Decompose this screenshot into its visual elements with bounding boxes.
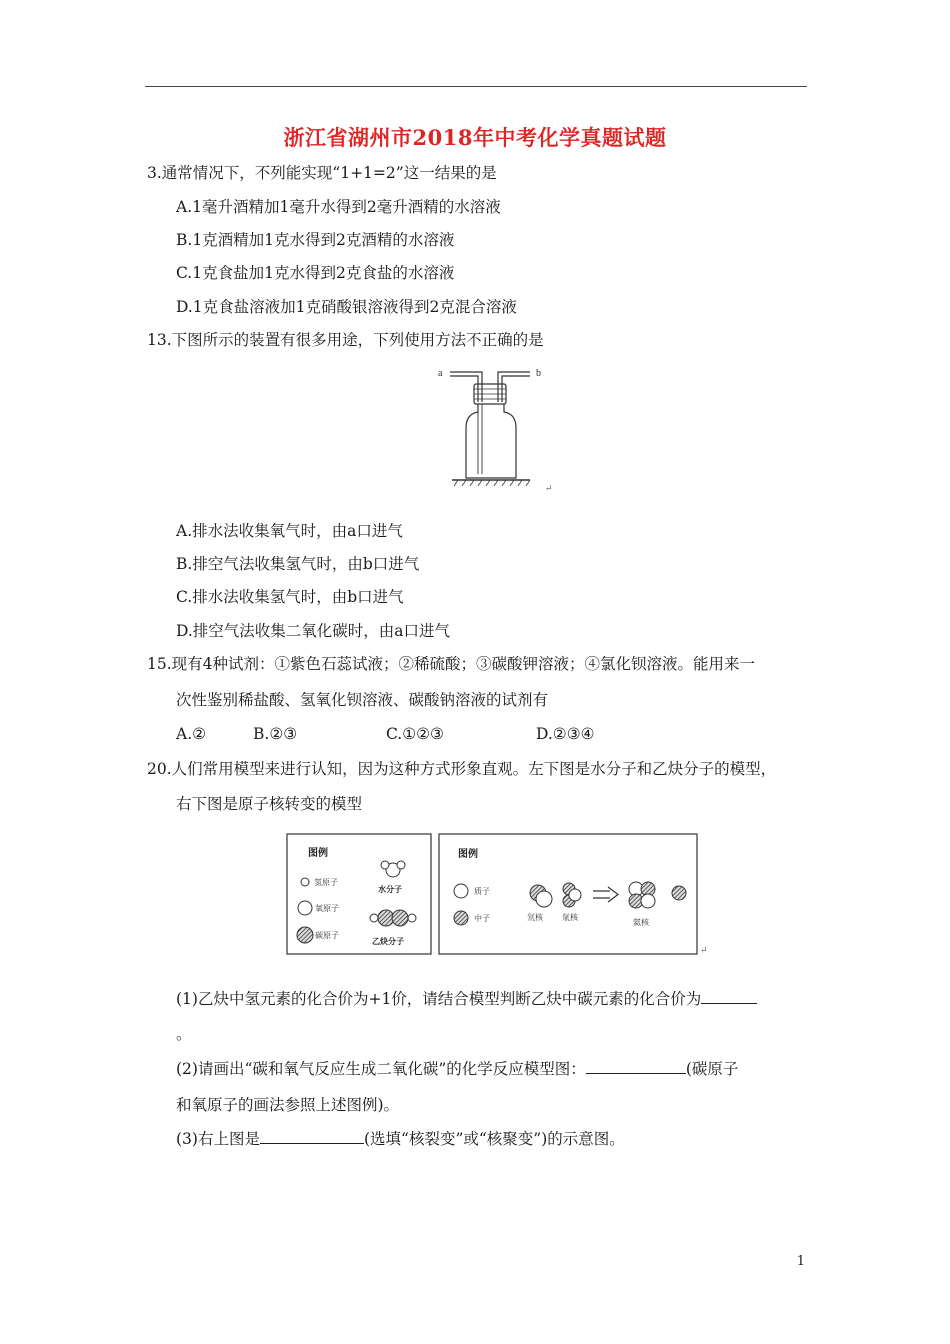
q15-option-a: A.②	[176, 725, 207, 743]
carbon-label: 碳原子	[315, 931, 339, 940]
neutron-label: 中子	[474, 914, 490, 923]
q3-stem: 3.通常情况下，不列能实现“1+1=2”这一结果的是	[147, 164, 497, 182]
q20-sub2-line2: 和氧原子的画法参照上述图例)。	[176, 1096, 400, 1114]
deuterium-label: 氘核	[527, 913, 543, 922]
q20-stem-line1: 20.人们常用模型来进行认知，因为这种方式形象直观。左下图是水分子和乙炔分子的模型，	[147, 760, 777, 778]
left-legend-title: 图例	[308, 848, 328, 859]
q3-option-c: C.1克食盐加1克水得到2克食盐的水溶液	[176, 264, 455, 282]
hydrogen-label: 氢原子	[314, 878, 338, 887]
label-a: a	[438, 368, 443, 379]
q15-option-d: D.②③④	[536, 725, 595, 743]
proton-label: 质子	[474, 887, 490, 896]
q13-option-b: B.排空气法收集氢气时，由b口进气	[176, 555, 420, 573]
paragraph-mark: ↵	[545, 484, 553, 494]
acetylene-label: 乙炔分子	[372, 937, 404, 946]
proton-icon	[454, 884, 468, 898]
q13-option-a: A.排水法收集氧气时，由a口进气	[176, 522, 403, 540]
q20-sub2-line1	[176, 1059, 738, 1079]
q3-option-d: D.1克食盐溶液加1克硝酸银溶液得到2克混合溶液	[176, 298, 517, 316]
right-legend-title: 图例	[458, 849, 478, 860]
q20-sub1-line2: 。	[176, 1025, 192, 1043]
answer-blank-1[interactable]	[701, 989, 757, 1004]
q20-sub3-text-b: (选填“核裂变”或“核聚变”)的示意图。	[363, 1130, 625, 1148]
q15-option-c: C.①②③	[386, 725, 444, 743]
q3-option-a: A.1毫升酒精加1毫升水得到2毫升酒精的水溶液	[176, 198, 501, 216]
q13-stem: 13.下图所示的装置有很多用途，下列使用方法不正确的是	[147, 331, 544, 349]
neutron-icon	[454, 911, 468, 925]
top-rule	[145, 86, 807, 87]
molecule-model-figure	[286, 833, 432, 955]
answer-blank-2[interactable]	[586, 1059, 686, 1074]
label-b: b	[536, 368, 541, 379]
page-number: 1	[796, 1254, 805, 1269]
water-label: 水分子	[378, 885, 402, 894]
nuclear-model-figure	[438, 833, 698, 955]
q20-stem-line2: 右下图是原子核转变的模型	[176, 795, 363, 813]
q20-sub3-text-a: (3)右上图是	[176, 1130, 260, 1148]
gas-bottle-figure	[430, 362, 560, 494]
q15-stem-line2: 次性鉴别稀盐酸、氢氧化钡溶液、碳酸钠溶液的试剂有	[176, 691, 549, 709]
page-title: 浙江省湖州市2018年中考化学真题试题	[283, 125, 667, 150]
helium-label: 氦核	[633, 918, 649, 927]
q20-sub1-line1	[176, 989, 757, 1009]
paragraph-mark-2: ↵	[700, 946, 708, 956]
oxygen-atom-icon	[298, 901, 312, 915]
q20-sub1-text: (1)乙炔中氢元素的化合价为+1价，请结合模型判断乙炔中碳元素的化合价为	[176, 990, 702, 1008]
answer-blank-3[interactable]	[260, 1129, 364, 1144]
q20-sub2-text-b: (碳原子	[685, 1060, 739, 1078]
q13-option-d: D.排空气法收集二氧化碳时，由a口进气	[176, 622, 451, 640]
q15-option-b: B.②③	[253, 725, 298, 743]
tritium-label: 氚核	[562, 913, 578, 922]
hydrogen-atom-icon	[301, 878, 309, 886]
q20-sub3	[176, 1129, 625, 1149]
q3-option-b: B.1克酒精加1克水得到2克酒精的水溶液	[176, 231, 455, 249]
q20-sub2-text-a: (2)请画出“碳和氧气反应生成二氧化碳”的化学反应模型图：	[176, 1060, 586, 1078]
q13-option-c: C.排水法收集氢气时，由b口进气	[176, 588, 404, 606]
carbon-atom-icon	[297, 927, 313, 943]
q15-stem-line1: 15.现有4种试剂：①紫色石蕊试液；②稀硫酸；③碳酸钾溶液；④氯化钡溶液。能用来一	[147, 655, 756, 673]
free-neutron-icon	[672, 886, 686, 900]
oxygen-label: 氧原子	[315, 904, 339, 913]
